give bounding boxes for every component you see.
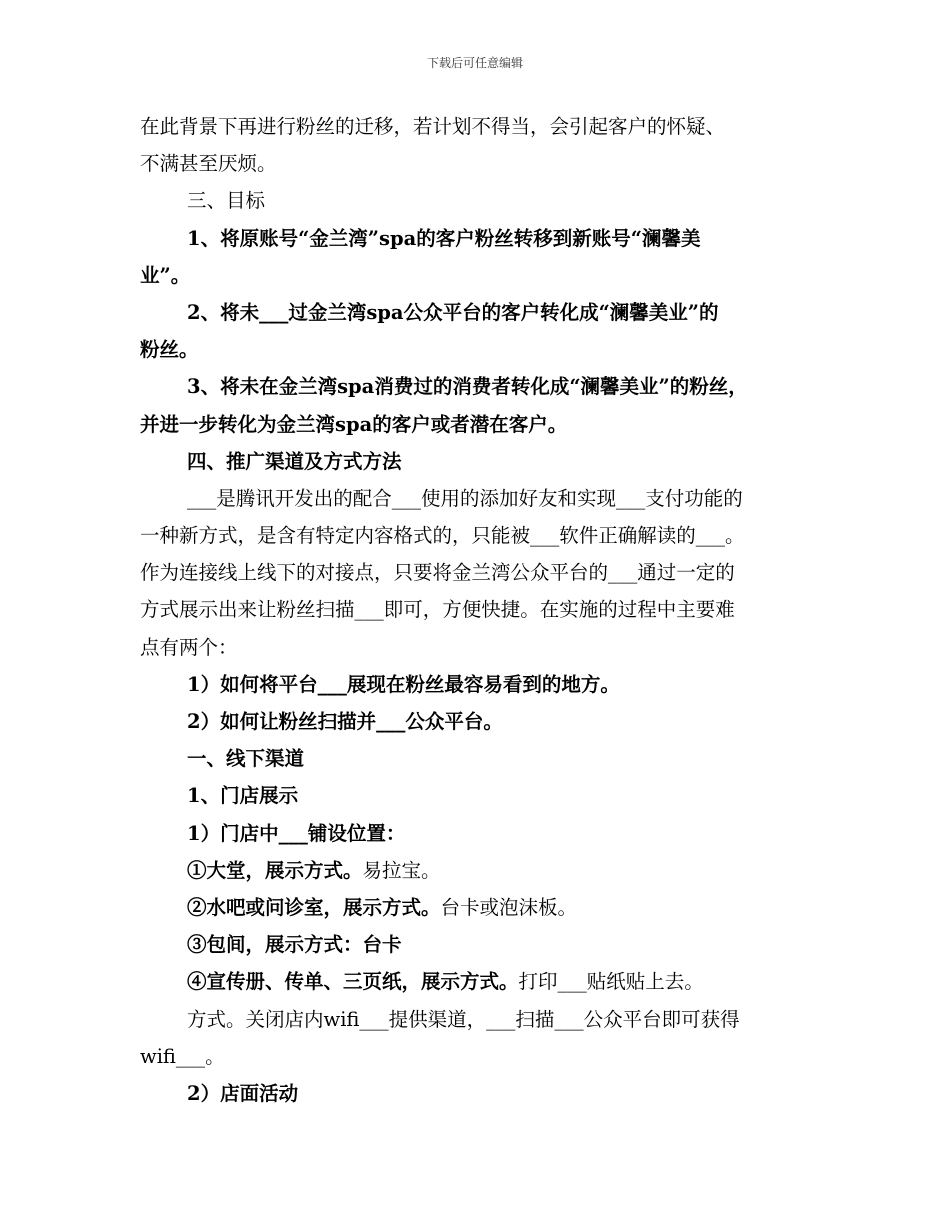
text-line: [140, 331, 830, 368]
text-line: [140, 629, 830, 666]
text-line: [140, 517, 830, 554]
line-text: wifi___。: [140, 1044, 225, 1068]
line-tail-text: 打印___贴纸贴上去。: [518, 970, 704, 994]
text-line: [140, 108, 830, 145]
text-line: [140, 554, 830, 591]
line-text: 并进一步转化为金兰湾spa的客户或者潜在客户。: [140, 412, 568, 436]
line-text: 1）如何将平台___展现在粉丝最容易看到的地方。: [187, 672, 620, 696]
line-text: 2）如何让粉丝扫描并___公众平台。: [187, 710, 503, 733]
text-line: [140, 852, 830, 889]
text-line: [140, 480, 830, 517]
text-line: [140, 1075, 830, 1112]
line-text: 点有两个：: [140, 635, 238, 659]
line-tail-text: 易拉宝。: [362, 858, 441, 882]
text-line: [140, 889, 830, 926]
text-line: [140, 703, 830, 740]
text-line: [140, 1001, 830, 1038]
line-text: 方式。关闭店内wifi___提供渠道，___扫描___公众平台即可获得: [187, 1007, 740, 1031]
text-line: [140, 220, 830, 257]
line-text: 1、门店展示: [187, 784, 299, 808]
page-header: 下载后可任意编辑: [426, 56, 523, 70]
text-line: [140, 294, 830, 331]
line-text: 业”。: [140, 263, 191, 287]
text-line: [140, 591, 830, 628]
line-tail-text: 台卡或泡沫板。: [440, 895, 578, 919]
line-text: 1、将原账号“金兰湾”spa的客户粉丝转移到新账号“澜馨美: [187, 226, 701, 250]
line-text: 不满甚至厌烦。: [140, 152, 277, 176]
text-line: [140, 815, 830, 852]
line-text: 2、将未___过金兰湾spa公众平台的客户转化成“澜馨美业”的: [187, 300, 719, 324]
text-line: [140, 406, 830, 443]
text-line: [140, 666, 830, 703]
line-text: ①大堂，展示方式。: [187, 858, 363, 882]
line-text: 2）店面活动: [187, 1081, 299, 1105]
text-line: [140, 926, 830, 963]
text-line: [140, 257, 830, 294]
document-body: [140, 108, 830, 1112]
text-line: [140, 777, 830, 814]
text-line: [140, 1038, 830, 1075]
text-line: [140, 368, 830, 405]
line-text: 一、线下渠道: [187, 747, 305, 771]
line-text: 3、将未在金兰湾spa消费过的消费者转化成“澜馨美业”的粉丝，: [187, 375, 748, 399]
text-line: [140, 963, 830, 1000]
line-text: 一种新方式，是含有特定内容格式的，只能被___软件正确解读的___。: [140, 524, 745, 548]
line-text: 1）门店中___铺设位置：: [187, 821, 406, 845]
line-text: 作为连接线上线下的对接点，只要将金兰湾公众平台的___通过一定的: [140, 561, 735, 585]
line-text: 在此背景下再进行粉丝的迁移，若计划不得当，会引起客户的怀疑、: [140, 115, 726, 138]
line-text: 方式展示出来让粉丝扫描___即可，方便快捷。在实施的过程中主要难: [140, 598, 735, 622]
line-text: 粉丝。: [140, 338, 199, 362]
text-line: [140, 443, 830, 480]
line-text: ④宣传册、传单、三页纸，展示方式。: [187, 970, 519, 994]
line-text: 四、推广渠道及方式方法: [187, 449, 402, 473]
line-text: ___是腾讯开发出的配合___使用的添加好友和实现___支付功能的: [187, 486, 743, 510]
text-line: [140, 740, 830, 777]
line-text: 三、目标: [187, 189, 266, 213]
text-line: [140, 182, 830, 219]
line-text: ③包间，展示方式：台卡: [187, 933, 402, 957]
text-line: [140, 145, 830, 182]
line-text: ②水吧或问诊室，展示方式。: [187, 895, 441, 919]
